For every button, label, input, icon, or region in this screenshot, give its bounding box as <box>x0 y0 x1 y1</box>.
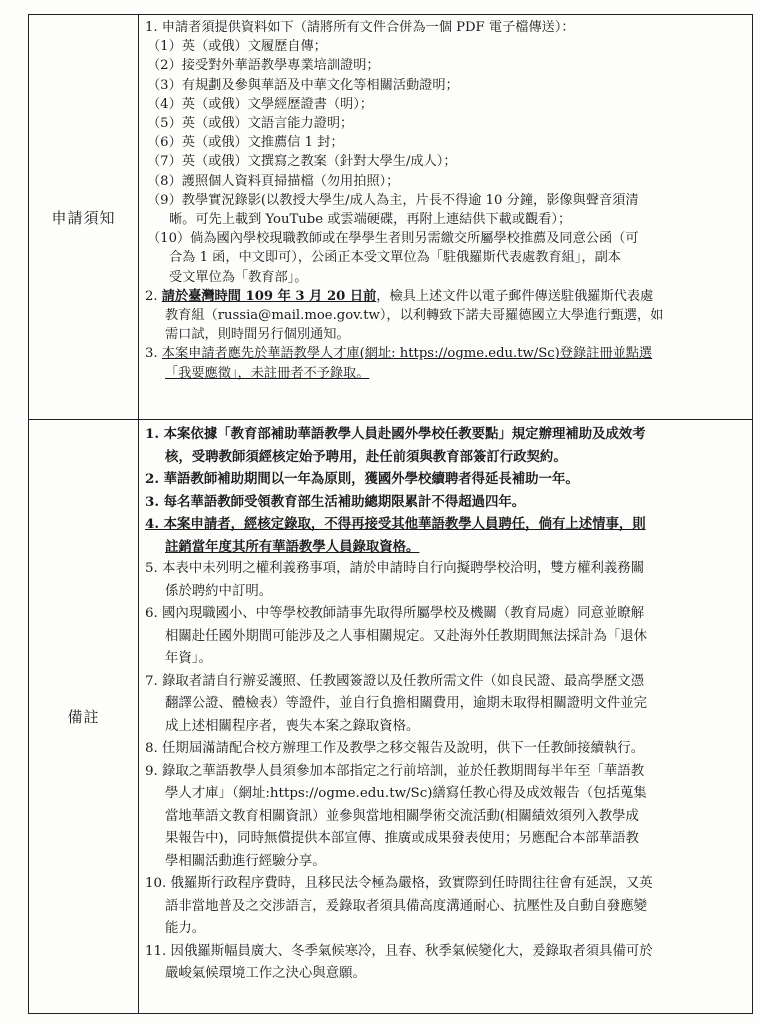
item-3-line2: 「我要應徵」，未註冊者不予錄取。 <box>165 365 370 381</box>
note-11-line1: 11. 因俄羅斯幅員廣大、冬季氣候寒冷，且春、秋季氣候變化大，爰錄取者須具備可於 <box>145 943 653 959</box>
item-2-line3: 需口試，則時間另行個別通知。 <box>165 327 350 343</box>
note-10-line2: 語非當地普及之交涉語言，爰錄取者須具備高度溝通耐心、抗壓性及自動自發應變 <box>165 898 648 914</box>
remarks-row <box>29 420 752 1013</box>
sub-item-10-line1: （10）倘為國內學校現職教師或在學學生者則另需繳交所屬學校推薦及同意公函（可 <box>147 231 639 247</box>
note-8: 8. 任期屆滿請配合校方辦理工作及教學之移交報告及說明，供下一任教師接續執行。 <box>145 741 645 756</box>
sub-item-8: （8）護照個人資料頁掃描檔（勿用拍照）； <box>147 173 400 189</box>
application-notes-content <box>139 15 752 419</box>
item-3-line1 <box>145 344 746 363</box>
sub-item-2: （2）接受對外華語教學專業培訓證明； <box>147 58 380 74</box>
note-7-line2: 翻譯公證、體檢表）等證件，並自行負擔相關費用，逾期未取得相關證明文件並完 <box>165 696 648 711</box>
note-9-line1: 9. 錄取之華語教學人員須參加本部指定之行前培訓，並於任教期間每半年至「華語教 <box>145 763 645 779</box>
note-2: 2. 華語教師補助期間以一年為原則，獲國外學校續聘者得延長補助一年。 <box>145 471 579 487</box>
application-notes-row <box>29 15 752 420</box>
sub-item-9-line2: 晰。可先上載到 YouTube 或雲端硬碟，再附上連結供下載或觀看）； <box>169 212 572 228</box>
note-10-line1: 10. 俄羅斯行政程序費時，且移民法令極為嚴格，致實際到任時間往往會有延誤，又英 <box>145 876 653 891</box>
item-2-line2: 教育組（russia@mail.moe.gov.tw），以利轉致下諾夫哥羅德國立大學進行甄選，如 <box>165 308 664 324</box>
note-9-line3: 當地華語文教育相關資訊）並參與當地相關學術交流活動(相關績效須列入教學成 <box>165 808 639 824</box>
note-7-line3: 成上述相關程序者，喪失本案之錄取資格。 <box>165 718 420 734</box>
note-3: 3. 每名華語教師受領教育部生活補助總期限累計不得超過四年。 <box>145 493 526 510</box>
note-1-line1: 1. 本案依據「教育部補助華語教學人員赴國外學校任教要點」規定辦理補助及成效考 <box>145 426 646 442</box>
note-9-line2: 學人才庫」（網址:https://ogme.edu.tw/Sc)繕寫任教心得及成效報告（包括蒐集 <box>165 786 647 801</box>
note-4-line2: 註銷當年度其所有華語教學人員錄取資格。 <box>165 538 420 555</box>
item-2-text: ，檢具上述文件以電子郵件傳送駐俄羅斯代表處 <box>376 288 654 304</box>
note-6-line1: 6. 國內現職國小、中等學校教師請事先取得所屬學校及機關（教育局處）同意並瞭解 <box>145 606 645 621</box>
note-6-line2: 相關赴任國外期間可能涉及之人事相關規定。又赴海外任教期間無法採計為「退休 <box>165 628 648 644</box>
note-11-line2: 嚴峻氣候環境工作之決心與意願。 <box>165 966 366 981</box>
item-2-number: 2. <box>145 288 158 304</box>
item-3-text: 本案申請者應先於華語教學人才庫(網址: https://ogme.edu.tw/Sc)登錄註冊並點選 <box>161 346 653 362</box>
note-9-line4: 果報告中)，同時無償提供本部宣傳、推廣或成果發表使用；另應配合本部華語教 <box>165 831 639 846</box>
note-5-line1: 5. 本表中未列明之權利義務事項，請於申請時自行向擬聘學校洽明，雙方權利義務關 <box>145 561 645 576</box>
sub-item-10-line2: 合為 1 函，中文即可），公函正本受文單位為「駐俄羅斯代表處教育組」，副本 <box>169 250 621 266</box>
note-7-line1: 7. 錄取者請自行辦妥護照、任教國簽證以及任教所需文件（如良民證、最高學歷文憑 <box>145 673 645 689</box>
sub-item-1: （1）英（或俄）文履歷自傳； <box>147 39 327 55</box>
sub-item-7: （7）英（或俄）文撰寫之教案（針對大學生/成人）； <box>147 154 457 170</box>
sub-item-6: （6）英（或俄）文推薦信 1 封； <box>147 135 344 151</box>
sub-item-5: （5）英（或俄）文語言能力證明； <box>147 116 354 132</box>
application-notes-label: 申請須知 <box>29 15 139 419</box>
sub-item-3: （3）有規劃及參與華語及中華文化等相關活動證明； <box>147 77 459 93</box>
item-1-intro: 1. 申請者須提供資料如下（請將所有文件合併為一個 PDF 電子檔傳送）： <box>145 20 575 35</box>
notice-table <box>28 14 753 1014</box>
remarks-label: 備註 <box>29 420 139 1013</box>
sub-item-4: （4）英（或俄）文學經歷證書（明）； <box>147 96 373 112</box>
note-1-line2: 核，受聘教師須經核定始予聘用，赴任前須與教育部簽訂行政契約。 <box>165 448 567 465</box>
note-5-line2: 係於聘約中訂明。 <box>165 583 273 599</box>
item-3-number: 3. <box>145 346 158 362</box>
sub-item-10-line3: 受文單位為「教育部」。 <box>169 269 308 285</box>
item-2-line1 <box>145 287 746 306</box>
item-2-deadline: 請於臺灣時間 109 年 3 月 20 日前 <box>161 288 377 304</box>
note-10-line3: 能力。 <box>165 921 206 936</box>
sub-item-9-line1: （9）教學實況錄影(以教授大學生/成人為主，片長不得逾 10 分鐘，影像與聲音須清 <box>147 192 639 208</box>
remarks-content <box>139 420 752 1013</box>
note-4-line1: 4. 本案申請者，經核定錄取，不得再接受其他華語教學人員聘任，倘有上述情事，則 <box>145 516 646 532</box>
note-6-line3: 年資」。 <box>165 651 212 666</box>
note-9-line5: 學相關活動進行經驗分享。 <box>165 853 326 869</box>
